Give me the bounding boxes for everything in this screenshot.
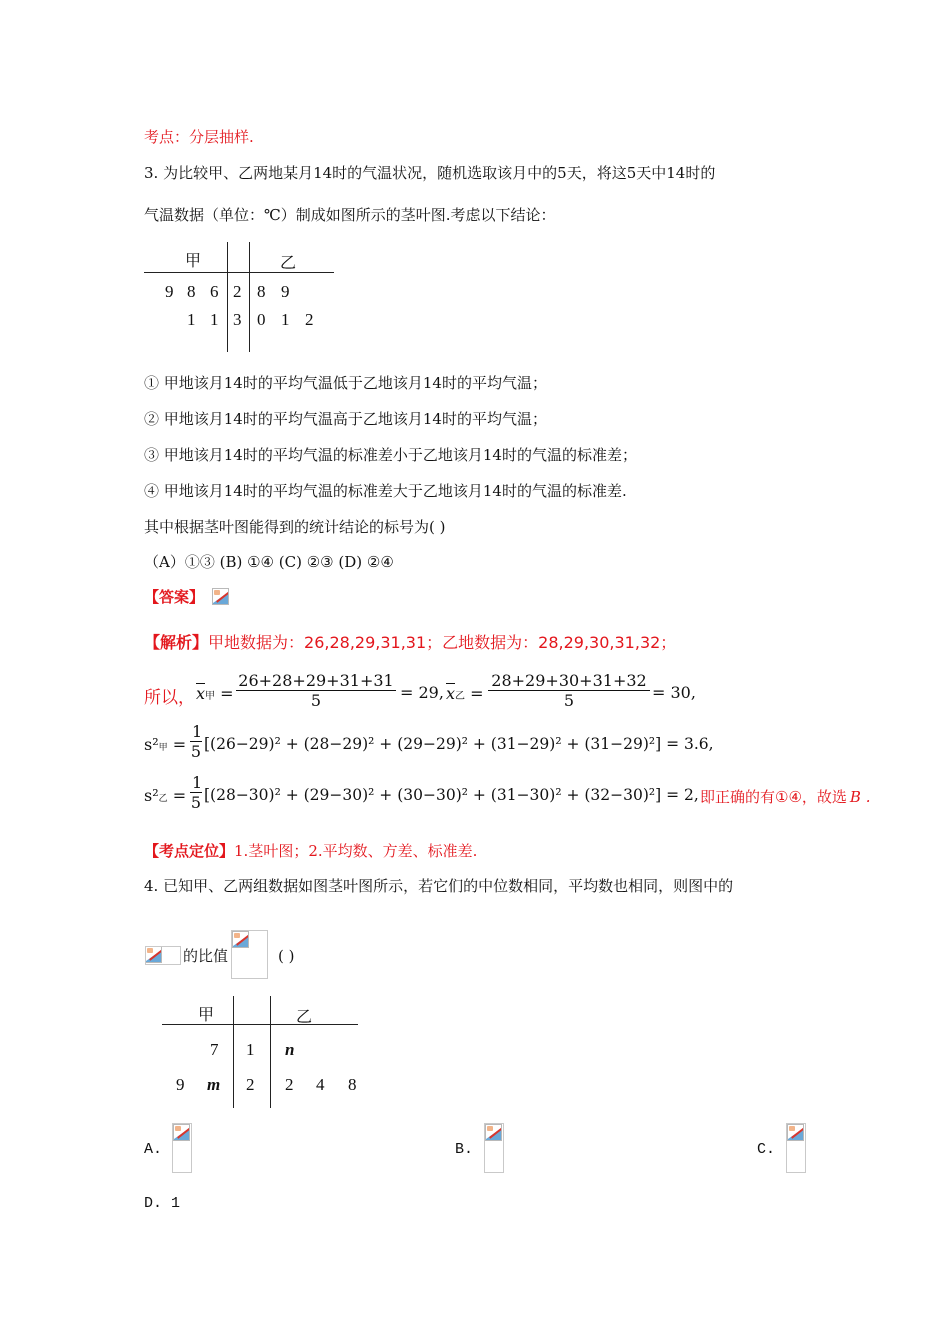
s2-yi-expression: [(28−30)² + (29−30)² + (30−30)² + (31−30)² + (32−30)²] = 2, (204, 786, 699, 804)
table2-leaf-n: n (285, 1040, 295, 1059)
suoyi-label: 所以， (144, 688, 195, 708)
broken-image-icon (212, 588, 229, 605)
broken-image-icon (173, 1124, 190, 1141)
q3-conclusion-4: ④ 甲地该月14时的平均气温的标准差大于乙地该月14时的气温的标准差. (144, 482, 627, 500)
q4-option-a: A. (144, 1141, 163, 1158)
table2-head-jia: 甲 (198, 1007, 215, 1024)
table2-head-yi: 乙 (296, 1009, 313, 1026)
table2-leaf: 7 (210, 1040, 219, 1059)
mean-yi-result: = 30, (652, 683, 696, 702)
table1-leaf: 1 (281, 310, 290, 329)
kaodian-top: 考点：分层抽样. (144, 128, 254, 146)
q3-question: 其中根据茎叶图能得到的统计结论的标号为( ) (144, 518, 446, 536)
jiexi (144, 630, 676, 653)
table1-stem: 2 (233, 282, 242, 301)
kaodian-dingwei: 【考点定位】1.茎叶图；2.平均数、方差、标准差. (144, 842, 478, 860)
table2-leaf-m: m (207, 1075, 221, 1094)
table2-leaf: 8 (348, 1075, 357, 1094)
table1-leaf: 9 (281, 282, 290, 301)
broken-image-icon (232, 931, 249, 948)
q3-conclusion-2: ② 甲地该月14时的平均气温高于乙地该月14时的平均气温； (144, 410, 547, 428)
table1-leaf: 1 (187, 310, 196, 329)
xbar-yi: x乙 = (446, 684, 484, 703)
broken-image-icon (485, 1124, 502, 1141)
q3-conclusion-3: ③ 甲地该月14时的平均气温的标准差小于乙地该月14时的气温的标准差； (144, 446, 637, 464)
table1-head-yi: 乙 (280, 255, 297, 272)
s2-jia-label: s²甲 = (144, 735, 187, 754)
table2-stem: 1 (246, 1040, 255, 1059)
s2-jia-fraction: 1 5 (190, 722, 203, 761)
q3-conclusion-1: ① 甲地该月14时的平均气温低于乙地该月14时的平均气温； (144, 374, 547, 392)
mean-jia-fraction: 26+28+29+31+31 5 (236, 671, 396, 710)
mean-jia-result: = 29, (400, 683, 444, 702)
q3-line1: 3. 为比较甲、乙两地某月14时的气温状况，随机选取该月中的5天，将这5天中14时的 (144, 164, 716, 182)
table1-leaf: 0 (257, 310, 266, 329)
table1-leaf: 6 (210, 282, 219, 301)
q4-paren: ( ) (278, 947, 295, 965)
mean-yi-fraction: 28+29+30+31+32 5 (488, 671, 650, 710)
q4-bizhi: 的比值 (183, 947, 229, 965)
broken-image-icon (787, 1124, 804, 1141)
q4-option-c: C. (757, 1141, 776, 1158)
q4-option-b: B. (455, 1141, 474, 1158)
image-frame (145, 946, 181, 965)
s2-yi-label: s²乙 = (144, 786, 187, 805)
q4-line1: 4. 已知甲、乙两组数据如图茎叶图所示，若它们的中位数相同，平均数也相同，则图中的 (144, 877, 734, 895)
answer-label: 【答案】 (144, 588, 205, 606)
table1-leaf: 8 (187, 282, 196, 301)
conclusion-text: 即正确的有①④，故选 B . (700, 788, 871, 806)
table2-stem: 2 (246, 1075, 255, 1094)
s2-yi-fraction: 1 5 (190, 773, 203, 812)
q3-options: （A）①③ (B) ①④ (C) ②③ (D) ②④ (144, 553, 394, 571)
table1-leaf: 9 (165, 282, 174, 301)
jiexi-text: 甲地数据为：26,28,29,31,31；乙地数据为：28,29,30,31,32； (208, 633, 677, 652)
xbar-jia: x甲 = (196, 684, 234, 703)
jiexi-label: 【解析】 (144, 633, 209, 652)
table1-leaf: 2 (305, 310, 314, 329)
q3-line2: 气温数据（单位：℃）制成如图所示的茎叶图.考虑以下结论： (144, 206, 556, 224)
table1-leaf: 1 (210, 310, 219, 329)
table1-leaf: 8 (257, 282, 266, 301)
q4-option-d: D. 1 (144, 1195, 181, 1212)
s2-jia-expression: [(26−29)² + (28−29)² + (29−29)² + (31−29)² + (31−29)²] = 3.6, (204, 735, 714, 753)
table1-head-jia: 甲 (185, 253, 202, 270)
table2-leaf: 4 (316, 1075, 325, 1094)
table2-leaf: 9 (176, 1075, 185, 1094)
table2-leaf: 2 (285, 1075, 294, 1094)
table1-stem: 3 (233, 310, 242, 329)
